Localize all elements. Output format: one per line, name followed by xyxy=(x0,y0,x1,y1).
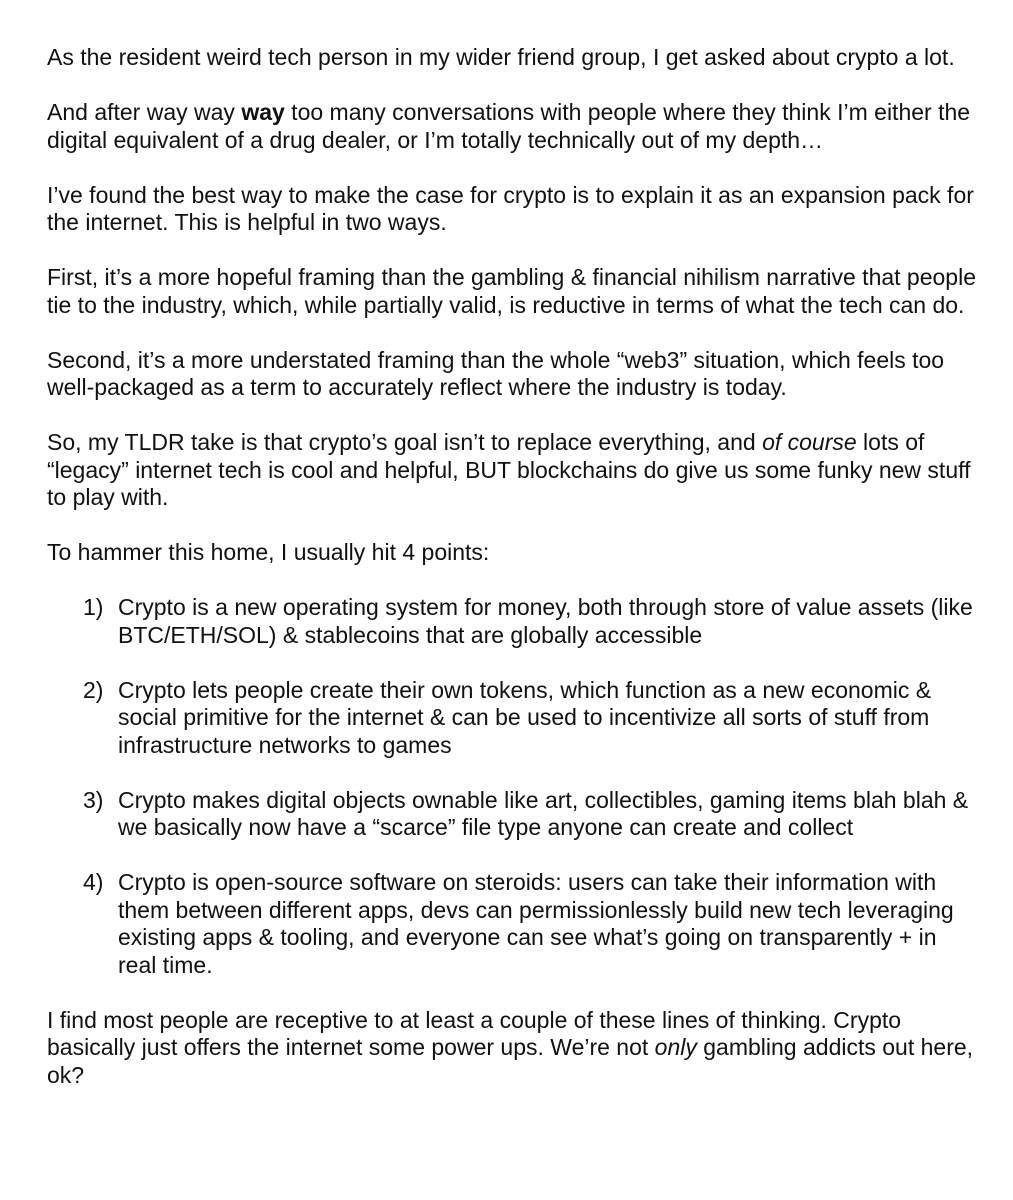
paragraph-text: I’ve found the best way to make the case for crypto is to explain it as an expansion pack for the internet. This is helpful in two ways. xyxy=(47,181,974,235)
paragraph-text: As the resident weird tech person in my wider friend group, I get asked about crypto a lot. xyxy=(47,44,955,70)
list-item-text: Crypto lets people create their own tokens, which function as a new economic & social primitive for the internet & can be used to incentivize all sorts of stuff from infrastructure networks to games xyxy=(118,676,932,758)
list-item xyxy=(47,594,977,649)
list-item-number: 1) xyxy=(83,594,104,620)
paragraph-intro xyxy=(47,44,977,72)
paragraph-tldr xyxy=(47,429,977,512)
paragraph-first-reason xyxy=(47,264,977,319)
emphasis-italic: only xyxy=(654,1034,697,1060)
list-item xyxy=(47,787,977,842)
paragraph-text: too many conversations with people where they think I’m either the digital equivalent of a drug dealer, or I’m totally technically out of my depth… xyxy=(47,99,971,153)
paragraph-text: gambling addicts out here, ok? xyxy=(47,1034,974,1088)
paragraph-text: I find most people are receptive to at least a couple of these lines of thinking. Crypto basically just offers the internet some power ups. We’re not xyxy=(47,1006,902,1060)
paragraph-points-intro xyxy=(47,539,977,567)
list-item xyxy=(47,869,977,979)
paragraph-expansion-pack xyxy=(47,182,977,237)
points-list xyxy=(47,594,977,979)
paragraph-text: To hammer this home, I usually hit 4 points: xyxy=(47,539,490,565)
paragraph-text: Second, it’s a more understated framing than the whole “web3” situation, which feels too well-packaged as a term to accurately reflect where the industry is today. xyxy=(47,346,945,400)
list-item-text: Crypto is open-source software on steroids: users can take their information with them between different apps, devs can permissionlessly build new tech leveraging existing apps & tooling, and everyone can see what’s going on transparently + in real time. xyxy=(118,869,954,978)
list-item-text: Crypto is a new operating system for money, both through store of value assets (like BTC/ETH/SOL) & stablecoins that are globally accessible xyxy=(118,594,973,648)
list-item-number: 3) xyxy=(83,786,104,813)
list-item xyxy=(47,677,977,760)
emphasis-bold: way xyxy=(241,99,285,125)
paragraph-closing xyxy=(47,1007,977,1090)
paragraph-text: And after way way xyxy=(47,99,242,125)
list-item-number: 2) xyxy=(83,676,104,703)
paragraph-text: lots of “legacy” internet tech is cool and helpful, BUT blockchains do give us some funky new stuff to play with. xyxy=(47,429,971,510)
paragraph-text: First, it’s a more hopeful framing than the gambling & financial nihilism narrative that people tie to the industry, which, while partially valid, is reductive in terms of what the tech can do. xyxy=(47,264,976,318)
emphasis-italic: of course xyxy=(762,429,857,455)
paragraph-text: So, my TLDR take is that crypto’s goal isn’t to replace everything, and xyxy=(47,429,763,455)
list-item-text: Crypto makes digital objects ownable like art, collectibles, gaming items blah blah & we basically now have a “scarce” file type anyone can create and collect xyxy=(118,786,969,840)
paragraph-second-reason xyxy=(47,347,977,402)
list-item-number: 4) xyxy=(83,869,104,895)
document-body xyxy=(47,44,977,1117)
paragraph-conversations xyxy=(47,99,977,154)
